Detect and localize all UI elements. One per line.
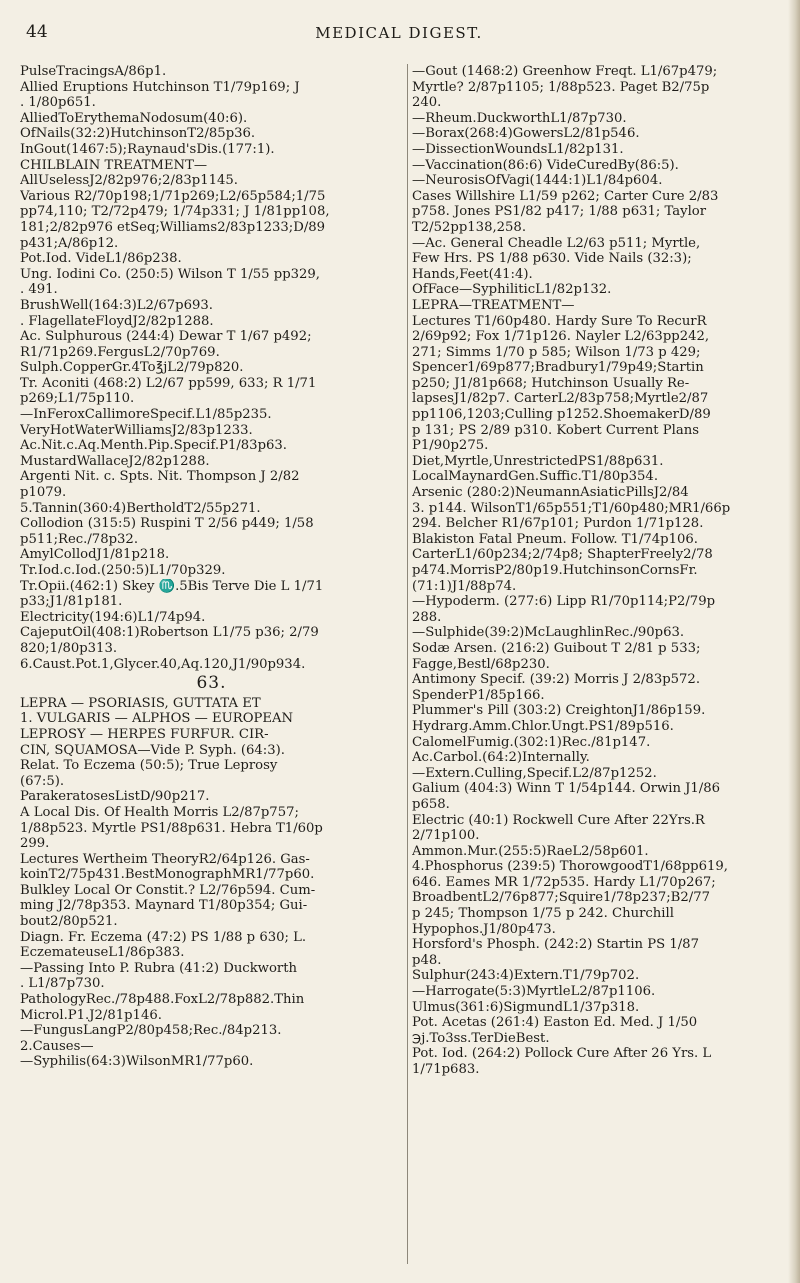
index-line: EczemateuseL1/86p383. [20,945,185,961]
index-line: —InFeroxCallimoreSpecif.L1/85p235. [20,407,272,423]
index-line: Pot. Iod. (264:2) Pollock Cure After 26 Yrs. L [412,1046,712,1062]
index-line: —Syphilis(64:3)WilsonMR1/77p60. [20,1054,254,1070]
section-marker: 63. [196,673,227,694]
index-line: Galium (404:3) Winn T 1/54p144. Orwin J1/86 [412,781,721,797]
index-line: p511;Rec./78p32. [20,531,139,547]
index-line: P1/90p275. [412,438,489,454]
left-column-entries [20,64,403,672]
index-line: R1/71p269.FergusL2/70p769. [20,344,220,360]
index-line: LEPROSY — HERPES FURFUR. CIR- [20,726,269,742]
index-line: MustardWallaceJ2/82p1288. [20,453,210,469]
index-line: Argenti Nit. c. Spts. Nit. Thompson J 2/82 [20,469,300,485]
index-line: CalomelFumig.(302:1)Rec./81p147. [412,734,651,750]
index-line: p 245; Thompson 1/75 p 242. Churchill [412,906,674,922]
index-line: AlliedToErythemaNodosum(40:6). [20,110,248,126]
index-line: —Passing Into P. Rubra (41:2) Duckworth [20,960,298,976]
index-line: —Harrogate(5:3)MyrtleL2/87p1106. [412,984,656,1000]
index-line: 2/69p92; Fox 1/71p126. Nayler L2/63pp242, [412,329,710,345]
index-line: PulseTracingsA/86p1. [20,64,167,79]
index-line: CajeputOil(408:1)Robertson L1/75 p36; 2/79 [20,625,319,641]
index-line: koinT2/75p431.BestMonographMR1/77p60. [20,867,315,883]
index-line: LEPRA — PSORIASIS, GUTTATA ET [20,695,261,711]
right-column [412,64,777,1078]
index-line: p431;A/86p12. [20,235,119,251]
index-line: BroadbentL2/76p877;Squire1/78p237;B2/77 [412,890,710,906]
index-line: p1079. [20,485,67,501]
index-line: Pot.Iod. VideL1/86p238. [20,251,182,267]
index-line: . 491. [20,282,58,298]
index-line: p758. Jones PS1/82 p417; 1/88 p631; Taylor [412,204,707,220]
index-line: Sulphur(243:4)Extern.T1/79p702. [412,968,640,984]
index-line: 2/71p100. [412,828,480,844]
index-line: Electric (40:1) Rockwell Cure After 22Yrs.R [412,812,705,828]
index-line: Ac.Carbol.(64:2)Internally. [412,750,590,766]
index-line: Sodæ Arsen. (216:2) Guibout T 2/81 p 533; [412,640,701,656]
index-line: —Borax(268:4)GowersL2/81p546. [412,126,640,142]
index-line: 240. [412,95,442,111]
page-number: 44 [26,22,48,42]
index-line: Spencer1/69p877;Bradbury1/79p49;Startin [412,360,704,376]
index-line: —Ac. General Cheadle L2/63 p511; Myrtle, [412,235,701,251]
index-line: pp74,110; T2/72p479; 1/74p331; J 1/81pp108, [20,204,330,220]
index-line: Fagge,Bestl/68p230. [412,656,550,672]
index-line: Blakiston Fatal Pneum. Follow. T1/74p106. [412,531,698,547]
running-head: MEDICAL DIGEST. [315,24,483,42]
index-line: Tr.Iod.c.Iod.(250:5)L1/70p329. [20,563,226,578]
index-line: p 131; PS 2/89 p310. Kobert Current Plans [412,422,700,438]
index-line: Ac.Nit.c.Aq.Menth.Pip.Specif.P1/83p63. [20,438,287,454]
index-line: 1. VULGARIS — ALPHOS — EUROPEAN [20,711,294,727]
index-line: p48. [412,952,442,968]
index-line: Lectures Wertheim TheoryR2/64p126. Gas- [20,851,310,867]
index-line: p474.MorrisP2/80p19.HutchinsonCornsFr. [412,563,698,578]
index-line: AllUselessJ2/82p976;2/83p1145. [20,173,238,189]
index-line: Plummer's Pill (303:2) CreightonJ1/86p159. [412,703,706,719]
index-line: (71:1)J1/88p74. [412,578,517,594]
index-line: —Gout (1468:2) Greenhow Freqt. L1/67p479; [412,64,718,79]
index-line: Relat. To Eczema (50:5); True Leprosy [20,758,278,774]
index-line: Tr.Opii.(462:1) Skey ♏.5Bis Terve Die L 1/71 [20,578,324,594]
index-line: Hands,Feet(41:4). [412,266,533,282]
index-line: OfFace—SyphiliticL1/82p132. [412,282,612,298]
index-line: Arsenic (280:2)NeumannAsiaticPillsJ2/84 [412,485,689,501]
index-line: —Hypoderm. (277:6) Lipp R1/70p114;P2/79p [412,594,716,610]
index-line: Pot. Acetas (261:4) Easton Ed. Med. J 1/50 [412,1015,698,1031]
index-line: Ung. Iodini Co. (250:5) Wilson T 1/55 pp329, [20,266,321,282]
index-line: bout2/80p521. [20,914,118,930]
page-edge [788,0,800,1283]
index-line: Sulph.CopperGr.4To℥jL2/79p820. [20,360,244,376]
index-line: 288. [412,609,442,625]
column-divider [407,64,408,1264]
index-line: —Vaccination(86:6) VideCuredBy(86:5). [412,157,679,173]
index-line: Diet,Myrtle,UnrestrictedPS1/88p631. [412,453,664,469]
index-line: —Sulphide(39:2)McLaughlinRec./90p63. [412,625,685,641]
index-line: 181;2/82p976 etSeq;Williams2/83p1233;D/89 [20,219,326,235]
index-line: Few Hrs. PS 1/88 p630. Vide Nails (32:3); [412,251,692,267]
index-line: pp1106,1203;Culling p1252.ShoemakerD/89 [412,407,711,423]
index-line: —DissectionWoundsL1/82p131. [412,141,624,157]
index-line: Myrtle? 2/87p1105; 1/88p523. Paget B2/75p [412,79,710,95]
index-line: BrushWell(164:3)L2/67p693. [20,297,213,313]
index-line: T2/52pp138,258. [412,219,527,235]
index-line: 646. Eames MR 1/72p535. Hardy L1/70p267; [412,874,716,890]
index-line: AmylCollodJ1/81p218. [20,547,170,563]
index-line: Tr. Aconiti (468:2) L2/67 pp599, 633; R 1/71 [20,375,317,391]
index-line: p269;L1/75p110. [20,391,135,407]
index-line: CHILBLAIN TREATMENT— [20,157,208,173]
index-line: —FungusLangP2/80p458;Rec./84p213. [20,1023,282,1039]
index-line: SpenderP1/85p166. [412,687,545,703]
index-line: (67:5). [20,773,65,789]
index-line: . L1/87p730. [20,976,105,992]
index-line: 299. [20,836,50,852]
index-line: lapsesJ1/82p7. CarterL2/83p758;Myrtle2/87 [412,391,709,407]
index-line: 4.Phosphorus (239:5) ThorowgoodT1/68pp619, [412,859,728,875]
index-line: p250; J1/81p668; Hutchinson Usually Re- [412,375,690,391]
page-header [24,22,774,46]
index-line: 6.Caust.Pot.1,Glycer.40,Aq.120,J1/90p934. [20,656,306,672]
index-line: Ac. Sulphurous (244:4) Dewar T 1/67 p492; [20,329,312,345]
index-line: . 1/80p651. [20,95,96,111]
index-line: 820;1/80p313. [20,640,118,656]
index-line: 1/88p523. Myrtle PS1/88p631. Hebra T1/60p [20,820,323,836]
index-line: Bulkley Local Or Constit.? L2/76p594. Cum- [20,882,316,898]
index-line: Hydrarg.Amm.Chlor.Ungt.PS1/89p516. [412,718,674,734]
index-line: 1/71p683. [412,1062,480,1077]
index-line: OfNails(32:2)HutchinsonT2/85p36. [20,126,256,142]
index-line: 3. p144. WilsonT1/65p551;T1/60p480;MR1/66p [412,500,731,516]
index-line: Electricity(194:6)L1/74p94. [20,609,206,625]
index-line: CIN, SQUAMOSA—Vide P. Syph. (64:3). [20,742,285,758]
index-line: —Rheum.DuckworthL1/87p730. [412,110,627,126]
index-line: p33;J1/81p181. [20,594,123,610]
index-line: Horsford's Phosph. (242:2) Startin PS 1/87 [412,937,699,953]
index-line: . FlagellateFloydJ2/82p1288. [20,313,214,329]
index-line: PathologyRec./78p488.FoxL2/78p882.Thin [20,992,305,1008]
index-line: LocalMaynardGen.Suffic.T1/80p354. [412,469,659,485]
index-line: 271; Simms 1/70 p 585; Wilson 1/73 p 429; [412,344,701,360]
left-column [20,64,403,1070]
index-line: ming J2/78p353. Maynard T1/80p354; Gui- [20,898,308,914]
index-line: —NeurosisOfVagi(1444:1)L1/84p604. [412,173,663,189]
index-line: Ammon.Mur.(255:5)RaeL2/58p601. [412,843,649,859]
index-line: Lectures T1/60p480. Hardy Sure To RecurR [412,313,707,329]
right-column-entries [412,64,777,1078]
index-line: Ulmus(361:6)SigmundL1/37p318. [412,999,640,1015]
index-line: Microl.P1.J2/81p146. [20,1007,162,1023]
index-line: Various R2/70p198;1/71p269;L2/65p584;1/75 [20,188,326,204]
index-line: 5.Tannin(360:4)BertholdT2/55p271. [20,500,261,516]
index-line: Hypophos.J1/80p473. [412,921,556,937]
index-line: Diagn. Fr. Eczema (47:2) PS 1/88 p 630; L. [20,929,307,945]
index-line: VeryHotWaterWilliamsJ2/83p1233. [20,422,253,438]
index-line: Allied Eruptions Hutchinson T1/79p169; J [20,79,300,95]
index-line: Antimony Specif. (39:2) Morris J 2/83p572. [412,672,701,688]
index-line: p658. [412,796,450,812]
index-line: Collodion (315:5) Ruspini T 2/56 p449; 1/58 [20,516,314,532]
index-line: ParakeratosesListD/90p217. [20,789,210,805]
index-line: Cases Willshire L1/59 p262; Carter Cure 2/83 [412,188,719,204]
index-line: CarterL1/60p234;2/74p8; ShapterFreely2/78 [412,547,713,563]
index-line: LEPRA—TREATMENT— [412,297,575,313]
index-line: A Local Dis. Of Health Morris L2/87p757; [20,804,299,820]
index-line: 2.Causes— [20,1038,94,1054]
index-line: ℈j.To3ss.TerDieBest. [412,1030,550,1046]
index-line: 294. Belcher R1/67p101; Purdon 1/71p128. [412,516,704,532]
index-line: —Extern.Culling,Specif.L2/87p1252. [412,765,657,781]
left-column-entries-lepra [20,696,403,1070]
index-line: InGout(1467:5);Raynaud'sDis.(177:1). [20,141,275,157]
